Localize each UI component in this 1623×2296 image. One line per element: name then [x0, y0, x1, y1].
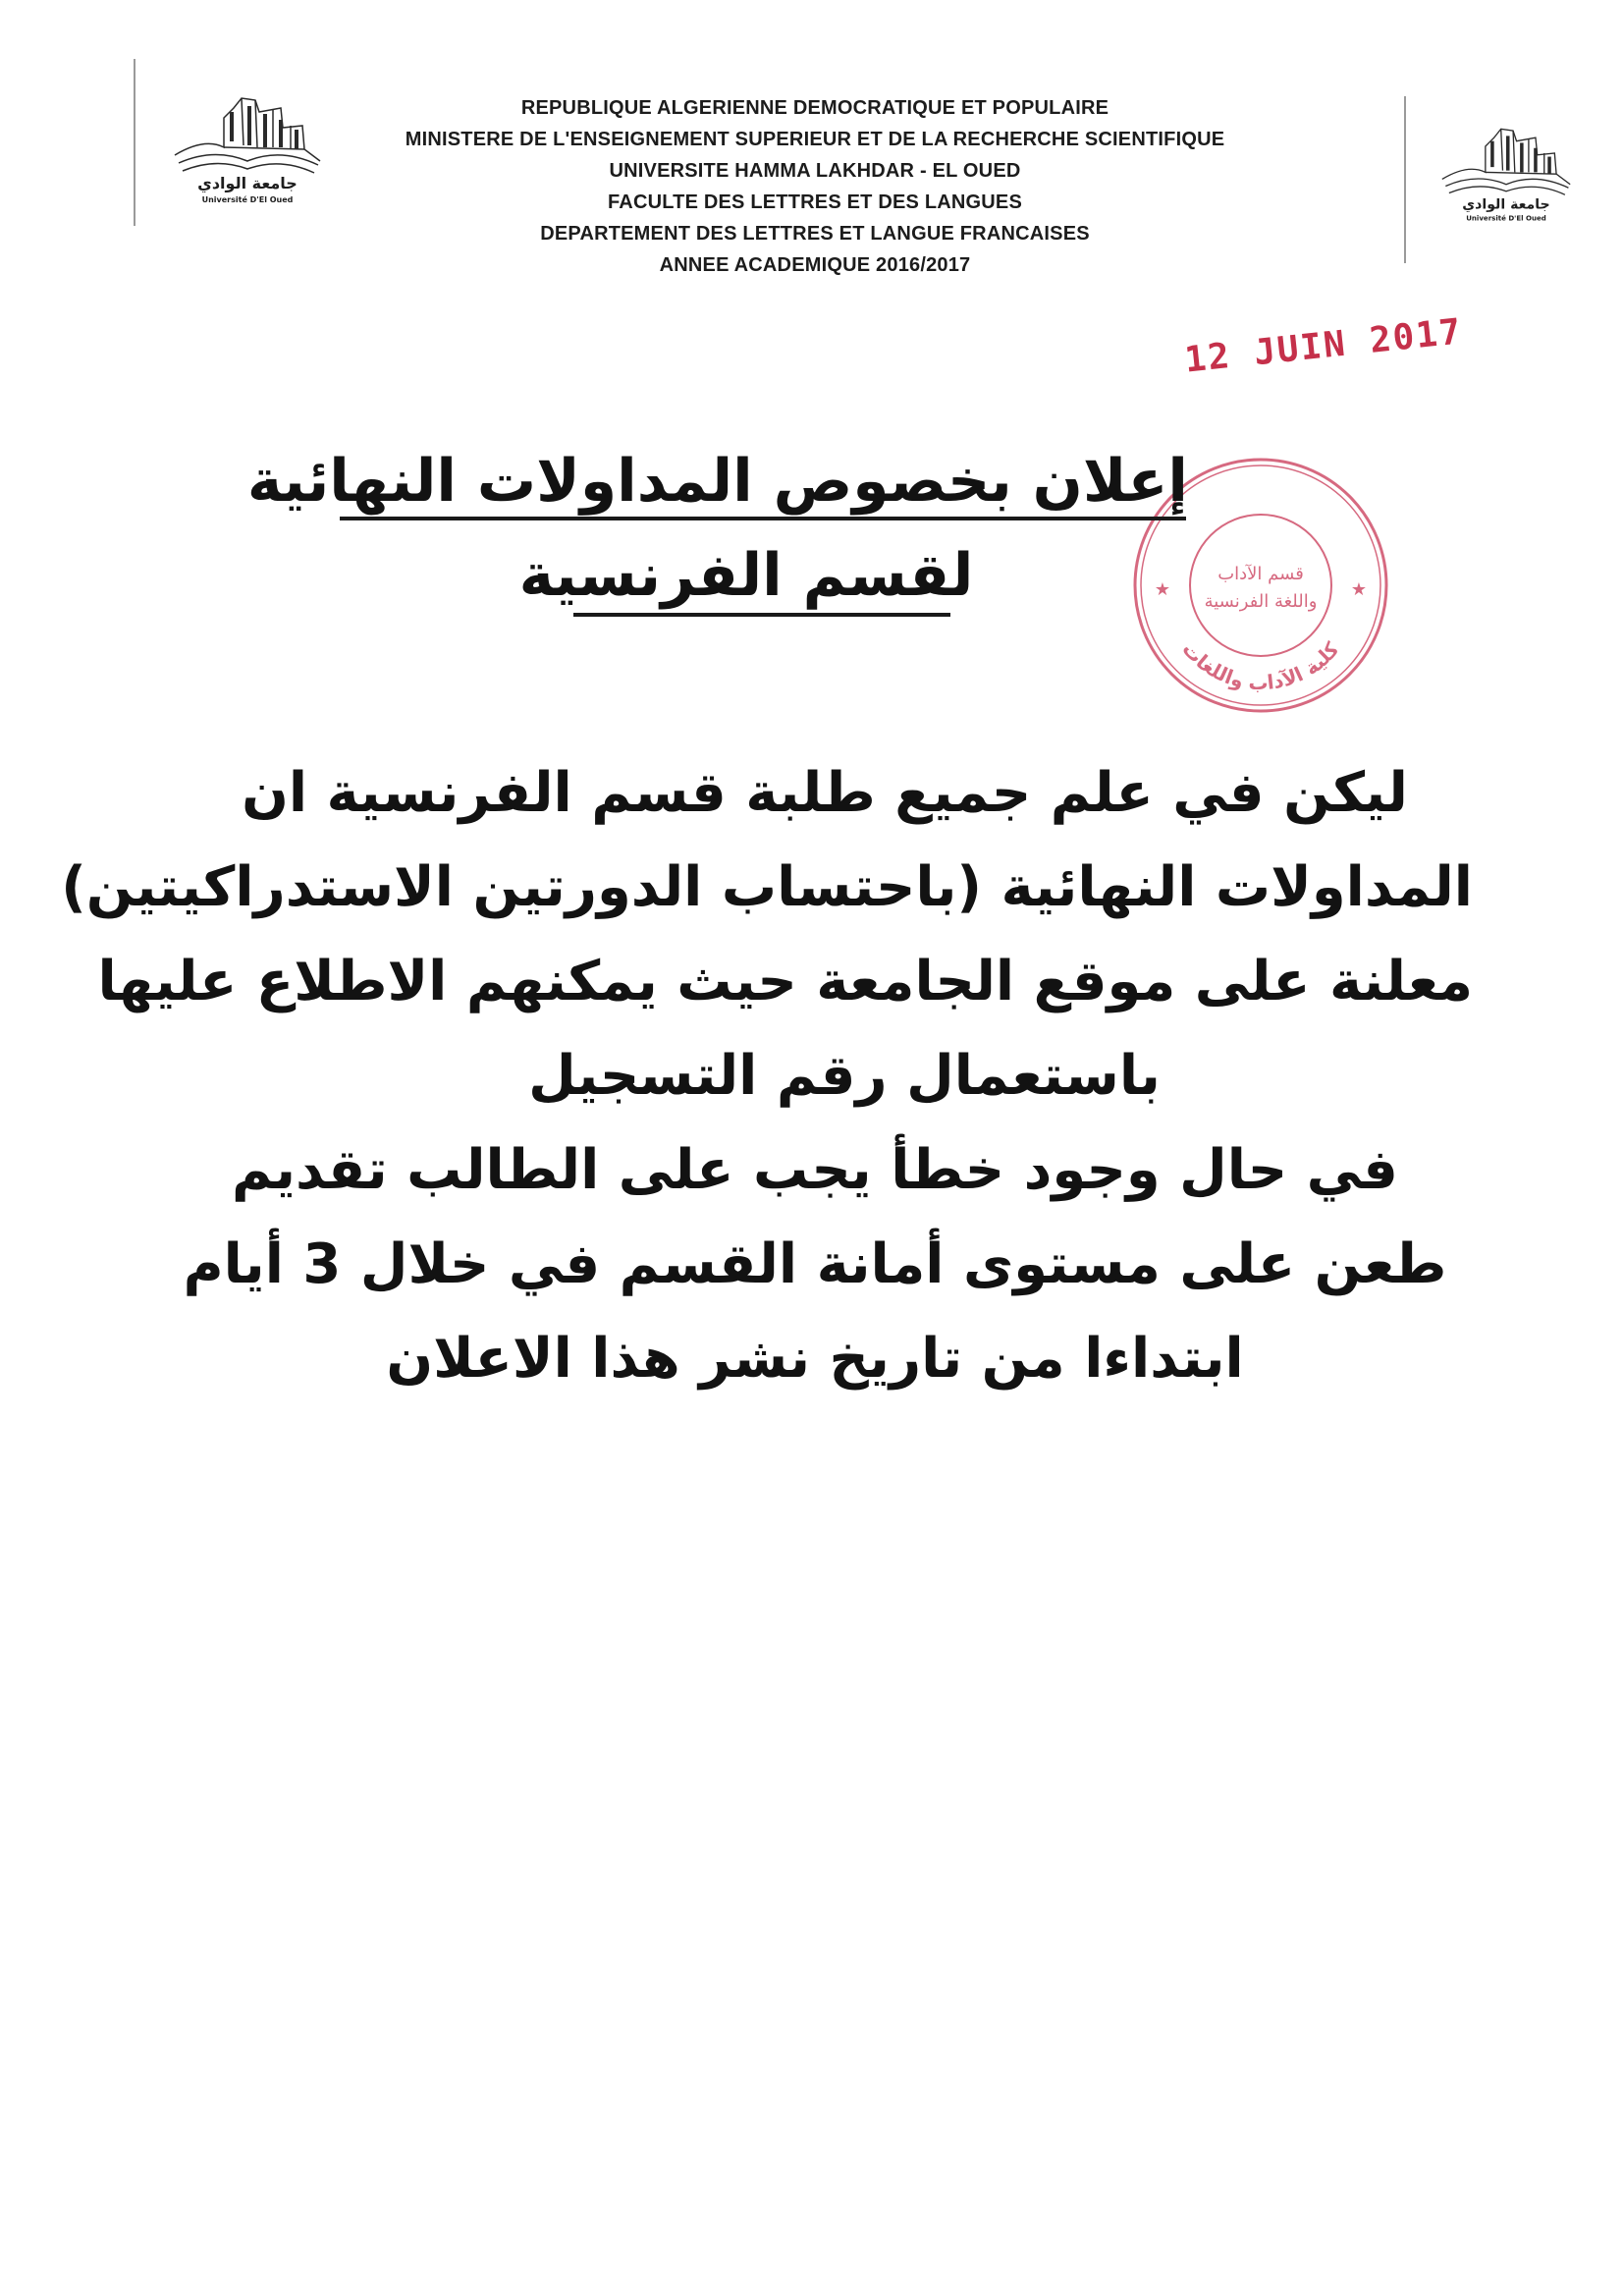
university-logo-right [1434, 110, 1579, 226]
stamp-star-right-icon: ★ [1350, 579, 1368, 600]
svg-text:كلية الآداب واللغات [1177, 637, 1343, 694]
title-underline-1 [340, 517, 1186, 520]
date-stamp: 12 JUIN 2017 [1182, 311, 1465, 381]
body-line: باستعمال رقم التسجيل [528, 1044, 1161, 1108]
body-line: ابتداءا من تاريخ نشر هذا الاعلان [386, 1327, 1244, 1391]
announcement-subtitle: لقسم الفرنسية [518, 541, 974, 610]
body-line: المداولات النهائية (باحتساب الدورتين الاستدراكيتين) [61, 855, 1473, 919]
announcement-title: إعلان بخصوص المداولات النهائية [246, 447, 1188, 516]
stamp-outer-text: كلية الآداب واللغات [1177, 636, 1344, 695]
body-line: في حال وجود خطأ يجب على الطالب تقديم [232, 1138, 1398, 1202]
logo-left-arabic-name: جامعة الوادي [197, 174, 298, 192]
university-logo-left [165, 79, 330, 206]
header-line-republic: REPUBLIQUE ALGERIENNE DEMOCRATIQUE ET POPULAIRE [520, 97, 1109, 119]
header-line-academic-year: ANNEE ACADEMIQUE 2016/2017 [659, 254, 971, 276]
announcement-body [61, 746, 1473, 1406]
stamp-inner-line2: واللغة الفرنسية [1204, 591, 1318, 612]
stamp-star-left-icon: ★ [1154, 579, 1171, 600]
title-underline-2 [573, 613, 950, 617]
body-line: ليكن في علم جميع طلبة قسم الفرنسية ان [242, 761, 1408, 825]
header-line-ministry: MINISTERE DE L'ENSEIGNEMENT SUPERIEUR ET DE LA RECHERCHE SCIENTIFIQUE [405, 129, 1225, 150]
right-divider-line [1404, 96, 1406, 263]
logo-left-latin-name: Université D'El Oued [201, 195, 294, 204]
stamp-inner-line1: قسم الآداب [1217, 564, 1304, 584]
body-line: طعن على مستوى أمانة القسم في خلال 3 أيام [183, 1232, 1447, 1296]
header-line-university: UNIVERSITE HAMMA LAKHDAR - EL OUED [609, 160, 1021, 182]
document-header [373, 92, 1257, 281]
body-line: معلنة على موقع الجامعة حيث يمكنهم الاطلاع عليها [97, 950, 1473, 1013]
header-line-department: DEPARTEMENT DES LETTRES ET LANGUE FRANCAISES [540, 223, 1090, 245]
header-line-faculty: FACULTE DES LETTRES ET DES LANGUES [607, 191, 1022, 213]
left-divider-line [134, 59, 135, 226]
logo-right-arabic-name: جامعة الوادي [1462, 196, 1550, 213]
logo-right-latin-name: Université D'El Oued [1466, 213, 1546, 223]
